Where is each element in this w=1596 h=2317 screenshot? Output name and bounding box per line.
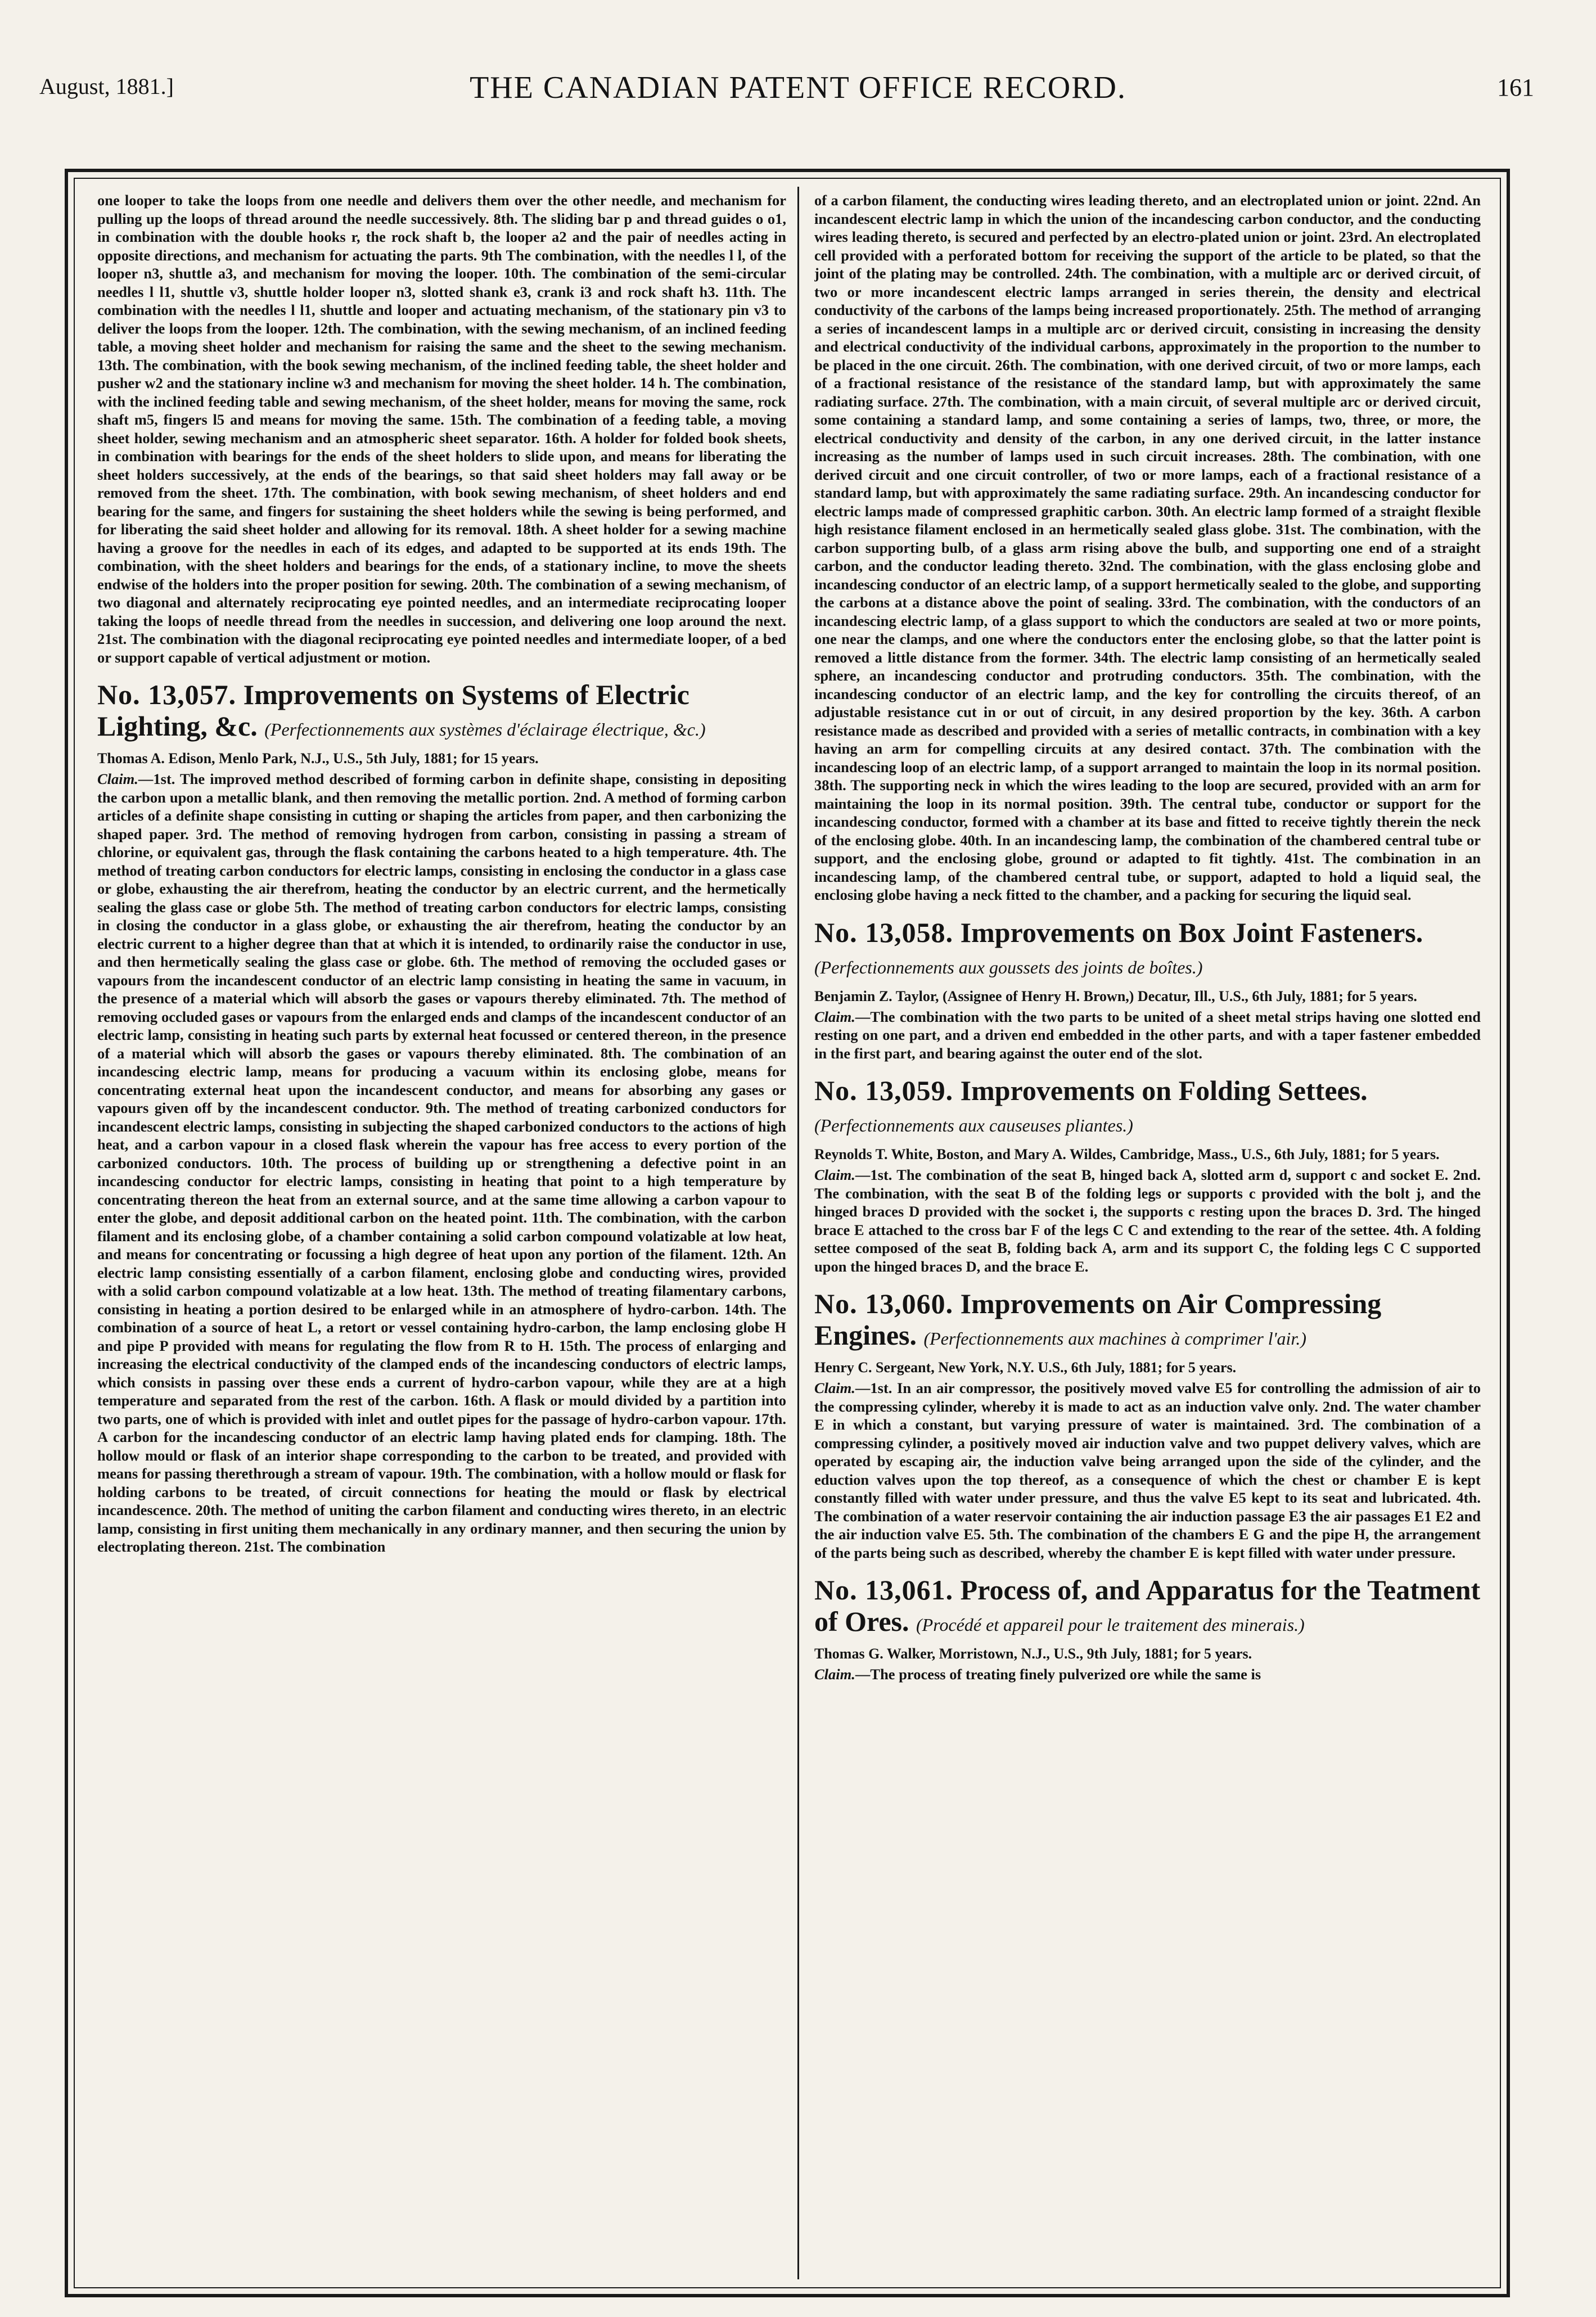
entry-title: Improvements on Air Compressing Engines. bbox=[814, 1288, 1382, 1351]
entry-heading bbox=[814, 917, 1481, 983]
patent-entry-13059 bbox=[814, 1075, 1481, 1275]
claim-text: —The process of treating finely pulverized ore while the same is bbox=[855, 1666, 1261, 1683]
entry-claim bbox=[814, 1379, 1481, 1562]
entry-french-title: (Perfectionnements aux causeuses pliantes.) bbox=[814, 1115, 1133, 1135]
entry-claim bbox=[814, 1166, 1481, 1275]
entry-claim bbox=[814, 1665, 1481, 1684]
claim-text: —1st. The improved method described of forming carbon in definite shape, consisting in depositing the carbon upon a metallic blank, and then removing the metallic portion. 2nd. A method of forming carbon articles of a definite shape consisting in cutting or shaping the articles from paper, and then carbonizing the shaped paper. 3rd. The method of removing hydrogen from carbon, consisting in passing a stream of chlorine, or equivalent gas, through the flask containing the carbons heated to a high temperature. 4th. The method of treating carbon conductors for electric lamps, consisting in enclosing the conductor in a glass case or globe, exhausting the air therefrom, heating the conductor by an electric current, and the hermetically sealing the glass case or globe 5th. The method of treating carbon conductors for electric lamps, consisting in closing the conductor in a glass globe, or exhausting the air therefrom, heating the conductor by an electric current to a higher degree than that at which it is intended, to ordinarily raise the conductor in use, and then hermetically sealing the glass case or globe. 6th. The method of removing the occluded gases or vapours from the incandescent conductor of an electric lamp consisting in heating the same in vacuum, in the presence of a material which will absorb the gases or vapours thereby eliminated. 7th. The method of removing occluded gases or vapours from the enlarged ends and clamps of the incandescent conductor of an electric lamp, consisting in heating such parts by external heat focussed or centered thereon, in the presence of a material which will absorb the gases or vapours thereby eliminated. 8th. The combination of an incandescing electric lamp, means for producing a vacuum within its enclosing globe, means for concentrating external heat upon the incandescent conductor, and means for absorbing any gases or vapours given off by the incandescent conductor. 9th. The method of treating carbonized conductors for incandescent electric lamps, consisting in subjecting the shaped carbonized conductors to the actions of high heat, and a carbon vapour in a closed flask wherein the vapour has free access to every portion of the carbonized conductors. 10th. The process of building up or strengthening a defective point in an incandescing conductor for electric lamps, consisting in heating that point to a high temperature by concentrating thereon the heat from an external source, and at the same time allowing a carbon vapour to enter the globe, and deposit additional carbon on the heated point. 11th. The combination, with the carbon filament and its enclosing globe, of a chamber containing a solid carbon compound volatizable at low heat, and means for concentrating or focussing a high degree of heat upon any portion of the filament. 12th. An electric lamp consisting essentially of a carbon filament, enclosing globe and conducting wires, provided with a solid carbon compound volatizable at a low heat. 13th. The method of treating filamentary carbons, consisting in heating a portion desired to be enlarged while in an atmosphere of hydro-carbon. 14th. The combination of a source of heat L, a retort or vessel containing hydro-carbon, the lamp enclosing globe H and pipe P provided with means for regulating the flow from R to H. 15th. The process of enlarging and increasing the electrical conductivity of the clamped ends of the incandescing conductors of electric lamps, which consists in passing over these ends a current of hydro-carbon vapour, while they are at a high temperature and separated from the rest of the carbon. 16th. A flask or mould divided by a partition into two parts, one of which is provided with inlet and outlet pipes for the passage of hydro-carbon vapour. 17th. A carbon for the incandescing conductor of an electric lamp having plated ends for clamping. 18th. The hollow mould or flask of an interior shape corresponding to the carbon to be treated, and provided with means for passing therethrough a stream of vapour. 19th. The combination, with a hollow mould or flask for holding carbons to be treated, of circuit connections for heating the mould or flask by electrical incandescence. 20th. The method of uniting the carbon filament and conducting wires thereto, in an electric lamp, consisting in first uniting them mechanically in any ordinary manner, and then securing the union by electroplating thereon. 21st. The combination bbox=[97, 770, 786, 1555]
entry-heading bbox=[814, 1574, 1481, 1640]
left-column bbox=[97, 191, 786, 2275]
claim-label: Claim. bbox=[814, 1166, 855, 1183]
header-date: August, 1881.] bbox=[39, 74, 174, 99]
entry-claim bbox=[814, 1008, 1481, 1063]
entry-number: No. 13,060. bbox=[814, 1288, 954, 1319]
page-number: 161 bbox=[1497, 74, 1534, 101]
claim-label: Claim. bbox=[97, 770, 138, 787]
entry-inventor: Reynolds T. White, Boston, and Mary A. Wildes, Cambridge, Mass., U.S., 6th July, 1881; for 5 years. bbox=[814, 1146, 1440, 1162]
entry-claim bbox=[97, 770, 786, 1556]
entry-inventor: Thomas G. Walker, Morristown, N.J., U.S., 9th July, 1881; for 5 years. bbox=[814, 1646, 1252, 1662]
entry-number: No. 13,058. bbox=[814, 916, 954, 948]
patent-entry-13060 bbox=[814, 1288, 1481, 1562]
patent-entry-13058 bbox=[814, 917, 1481, 1063]
right-continuation-text: of a carbon filament, the conducting wires leading thereto, and an electroplated union or joint. 22nd. An incandescent electric lamp in which the union of the incandescing carbon conductor, and the conducting wires leading thereto, is secured and perfected by an electro-plated union or joint. 23rd. An electroplated cell provided with a perforated bottom for receiving the support of the article to be plated, so that the joint of the plating may be controlled. 24th. The combination, with a multiple arc or derived circuit, of two or more incandescent electric lamps arranged in series therein, the density and electrical conductivity of the carbons of the lamps being increased proportionately. 25th. The method of arranging a series of incandescent lamps in a multiple arc or derived circuit, consisting in increasing the density and electrical conductivity of the individual carbons, approximately in the proportion to the number to be placed in the one circuit. 26th. The combination, with one derived circuit, of two or more lamps, each of a fractional resistance of the resistance of the standard lamp, but with approximately the same radiating surface. 27th. The combination, with a main circuit, of several multiple arc or derived circuit, some containing a standard lamp, and some containing a series of lamps, two, three, or more, the electrical conductivity and density of the carbon, in any one derived circuit, in the latter instance increasing as the number of lamps used in such circuit increases. 28th. The combination, with one derived circuit and one circuit controller, of two or more lamps, each of a fractional resistance of a standard lamp, but with approximately the same radiating surface. 29th. An incandescing conductor for electric lamps made of compressed graphitic carbon. 30th. An electric lamp formed of a straight flexible high resistance filament enclosed in an hermetically sealed glass globe. 31st. The combination, with the carbon supporting bulb, of a glass arm rising above the bulb, and supporting one end of a straight carbon, and the conductor leading thereto. 32nd. The combination, with the glass enclosing globe and incandescing conductor of an electric lamp, of a support hermetically sealed to the globe, and supporting the carbons at a distance above the point of sealing. 33rd. The combination, with the conductors of an incandescing electric lamp, of a glass support to which the conductors are sealed at two or more points, one near the clamps, and one where the conductors enter the enclosing globe, so that the latter point is removed a little distance from the former. 34th. The electric lamp consisting of an hermetically sealed sphere, an incandescing conductor and protruding conductors. 35th. The combination, with the incandescing conductor of an electric lamp, and the key for controlling the circuits thereof, of an adjustable resistance cut in or out of circuit, in any desired proportion by the key. 36th. A carbon resistance made as described and provided with a series of metallic contracts, in combination with a key having an arm for compelling circuits at any desired contact. 37th. The combination with the incandescing loop of an electric lamp, of a support arranged to maintain the loop in its normal position. 38th. The supporting neck in which the wires leading to the loop are secured, provided with an arm for maintaining the loop in its normal position. 39th. The central tube, conductor or support for the incandescing conductor, formed with a chamber at its base and fitted to receive tightly therein the neck of the enclosing globe. 40th. In an incandescing lamp, the combination of the chambered central tube or support, and the enclosing globe, ground or adapted to fit tightly. 41st. The combination in an incandescing lamp, of the chambered central tube, or support, adapted to hold a liquid seal, the enclosing globe having a neck fitted to the chamber, and a packing for securing the liquid seal. bbox=[814, 192, 1481, 903]
claim-label: Claim. bbox=[814, 1666, 855, 1683]
claim-text: —1st. The combination of the seat B, hinged back A, slotted arm d, support c and socket E. 2nd. The combination, with the seat B of the folding legs or supports c provided with the bolt j, and the hinged braces D provided with the socket i, the supports c resting upon the braces D. 3rd. The hinged brace E attached to the cross bar F of the legs C C and extending to the rear of the settee. 4th. A folding settee composed of the seat B, folding back A, arm and its support C, the folding legs C C supported upon the hinged braces D, and the brace E. bbox=[814, 1166, 1481, 1275]
entry-title: Improvements on Box Joint Fasteners. bbox=[960, 916, 1423, 948]
claim-text: —1st. In an air compressor, the positively moved valve E5 for controlling the admission of air to the compressing cylinder, whereby it is made to act as an induction valve only. 2nd. The water chamber E in which a constant, but varying pressure of water is maintained. 3rd. The combination of a compressing cylinder, a positively moved air induction valve and two puppet delivery valves, which are operated by escaping air, the induction valve being arranged upon the side of the cylinder, and the eduction valves upon the top thereof, as a consequence of which the chest or chamber E is kept constantly filled with water under pressure, and thus the valve E5 kept to its seat and lubricated. 4th. The combination of a water reservoir containing the air induction passage E3 the air passages E1 E2 and the air induction valve E5. 5th. The combination of the chambers E G and the pipe H, the arrangement of the parts being such as described, whereby the chamber E is kept filled with water under pressure. bbox=[814, 1380, 1481, 1561]
entry-french-title: (Perfectionnements aux goussets des joints de boîtes.) bbox=[814, 957, 1203, 977]
right-column bbox=[814, 191, 1481, 2275]
entry-inventor: Thomas A. Edison, Menlo Park, N.J., U.S., 5th July, 1881; for 15 years. bbox=[97, 750, 539, 767]
entry-number: No. 13,057. bbox=[97, 679, 237, 710]
entry-french-title: (Procédé et appareil pour le traitement des minerais.) bbox=[916, 1615, 1305, 1635]
column-divider bbox=[797, 187, 799, 2279]
claim-text: —The combination with the two parts to be united of a sheet metal strips having one slotted end resting on one part, and a driven end embedded in the other parts, and with a taper fastener embedded in the first part, and bearing against the outer end of the slot. bbox=[814, 1008, 1481, 1062]
claim-label: Claim. bbox=[814, 1008, 855, 1025]
entry-inventor: Henry C. Sergeant, New York, N.Y. U.S., 6th July, 1881; for 5 years. bbox=[814, 1359, 1237, 1376]
entry-french-title: (Perfectionnements aux machines à comprimer l'air.) bbox=[923, 1328, 1306, 1349]
patent-entry-13061 bbox=[814, 1574, 1481, 1684]
entry-heading bbox=[814, 1075, 1481, 1141]
patent-entry-13057 bbox=[97, 679, 786, 1556]
left-continuation-text: one looper to take the loops from one needle and delivers them over the other needle, and mechanism for pulling up the loops of thread around the needle successively. 8th. The sliding bar p and thread guides o o1, in combination with the double hooks r, the rock shaft b, the looper a2 and the pair of needles acting in opposite directions, and mechanism for actuating the parts. 9th The combination, with the needles l l, of the looper n3, shuttle a3, and mechanism for moving the looper. 10th. The combination of the semi-circular needles l l1, shuttle v3, shuttle holder looper n3, slotted shank e3, crank i3 and rock shaft h3. 11th. The combination with the needles l l1, shuttle and looper and actuating mechanism, of the stationary pin v3 to deliver the loops from the looper. 12th. The combination, with the sewing mechanism, of an inclined feeding table, a moving sheet holder and mechanism for raising the same and the sheet to the sewing mechanism. 13th. The combination, with the book sewing mechanism, of the inclined feeding table, the sheet holder and pusher w2 and the stationary incline w3 and mechanism for moving the sheet holder. 14 h. The combination, with the inclined feeding table and sewing mechanism, of the sheet holder, means for moving the same, rock shaft m5, fingers l5 and means for moving the same. 15th. The combination of a feeding table, a moving sheet holder, sewing mechanism and an atmospheric sheet separator. 16th. A holder for folded book sheets, in combination with bearings for the ends of the sheet holders to slide upon, and means for liberating the sheet holders successively, at the ends of the bearings, so that said sheet holders may fall away or be removed from the sheet. 17th. The combination, with book sewing mechanism, of sheet holders and end bearing for the same, and fingers for sustaining the sheet holders while the sewing is being performed, and for liberating the said sheet holder and allowing for its removal. 18th. A sheet holder for a sewing machine having a groove for the needles in each of its edges, and adapted to be supported at its ends 19th. The combination, with the sheet holders and bearings for the ends, of a stationary incline, to move the sheets endwise of the holders into the proper position for sewing. 20th. The combination of a sewing mechanism, of two diagonal and alternately reciprocating eye pointed needles, and an intermediate reciprocating looper taking the loops of needle thread from the needles in succession, and delivering one loop around the next. 21st. The combination with the diagonal reciprocating eye pointed needles and intermediate looper, of a bed or support capable of vertical adjustment or motion. bbox=[97, 192, 786, 666]
entry-title: Improvements on Systems of Electric Lighting, &c. bbox=[97, 679, 689, 742]
entry-heading bbox=[97, 679, 786, 745]
entry-inventor: Benjamin Z. Taylor, (Assignee of Henry H. Brown,) Decatur, Ill., U.S., 6th July, 1881; for 5 years. bbox=[814, 988, 1417, 1004]
entry-number: No. 13,061. bbox=[814, 1574, 954, 1606]
header-title: THE CANADIAN PATENT OFFICE RECORD. bbox=[470, 70, 1126, 105]
page-frame bbox=[65, 169, 1510, 2297]
entry-french-title: (Perfectionnements aux systèmes d'éclairage électrique, &c.) bbox=[264, 719, 706, 740]
entry-title: Improvements on Folding Settees. bbox=[960, 1075, 1368, 1106]
entry-heading bbox=[814, 1288, 1481, 1354]
claim-label: Claim. bbox=[814, 1380, 855, 1396]
entry-number: No. 13,059. bbox=[814, 1075, 954, 1106]
entry-title: Process of, and Apparatus for the Teatment of Ores. bbox=[814, 1574, 1481, 1637]
page-header bbox=[39, 34, 1557, 107]
page-frame-inner bbox=[74, 178, 1501, 2288]
